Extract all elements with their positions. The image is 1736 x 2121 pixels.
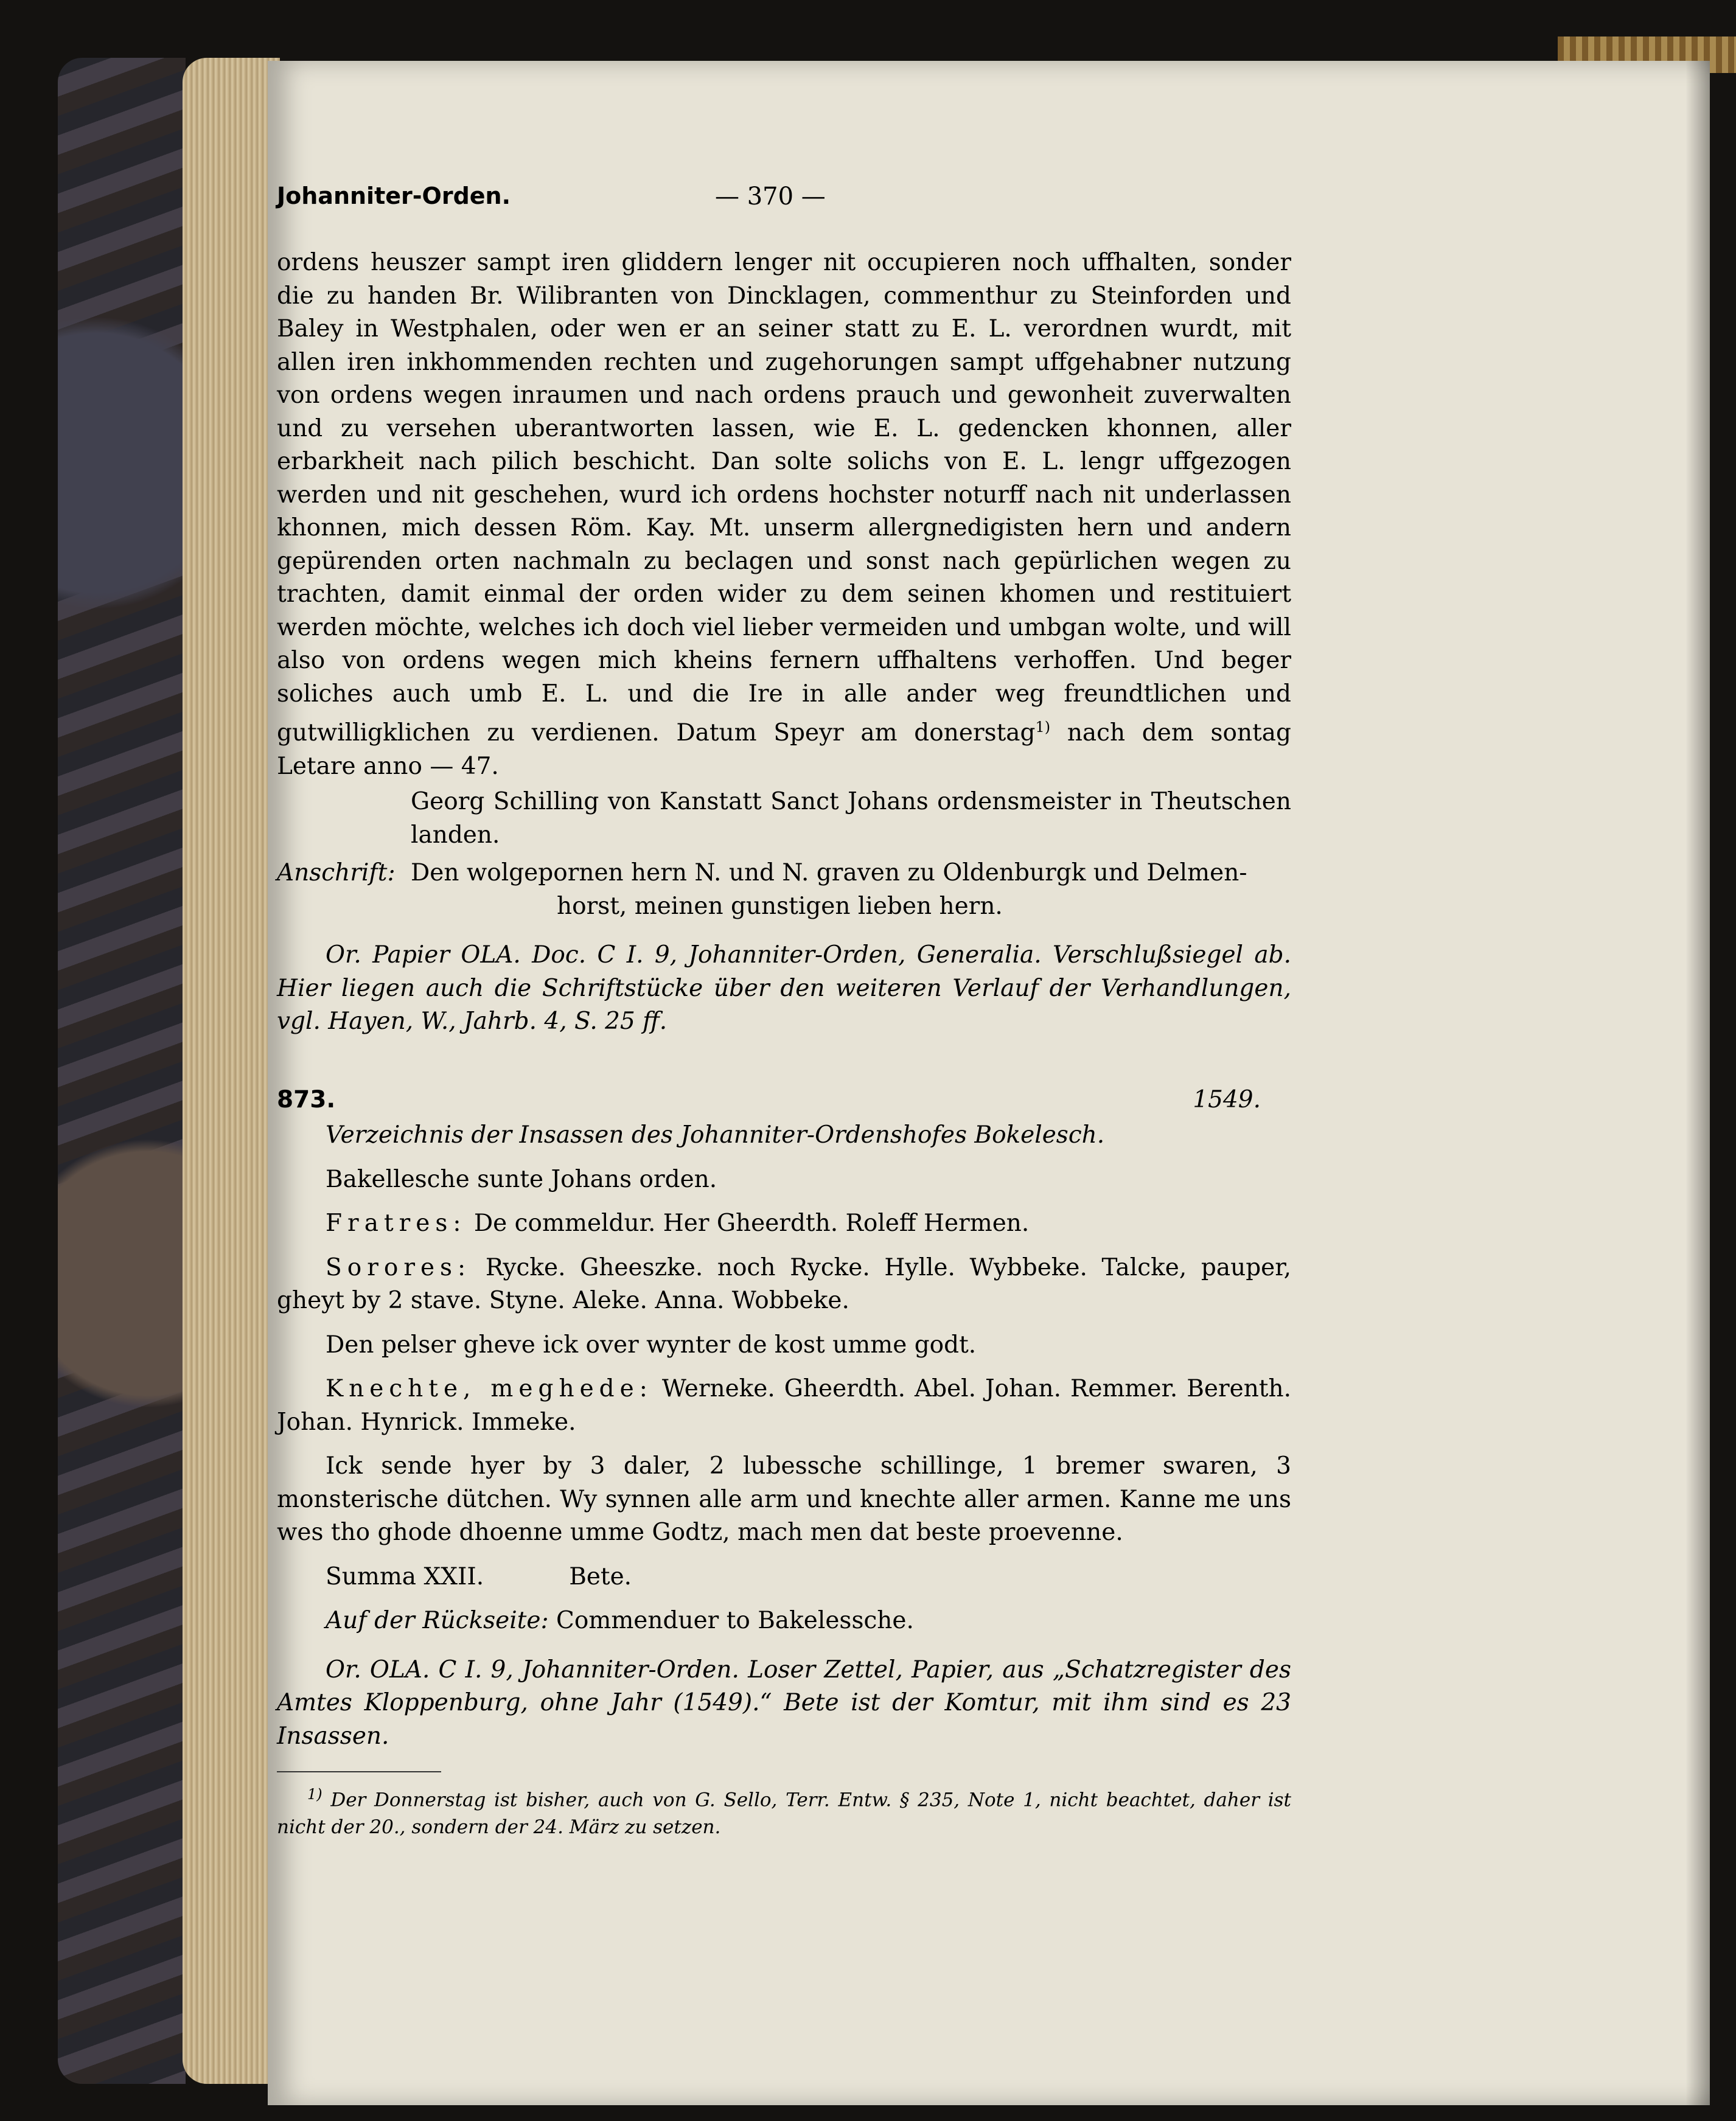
sende-line: Ick sende hyer by 3 daler, 2 lubessche schillinge, 1 bremer swaren, 3 monsterische dütchen. Wy synnen alle arm und knechte aller armen. Kanne me uns wes tho ghode dhoenne umme Godtz, mach men dat beste proevenne. <box>277 1452 1291 1546</box>
book-edge-marbled <box>58 58 186 2084</box>
doc-873-heading: Bakellesche sunte Johans orden. <box>326 1165 717 1193</box>
sorores-line: Sorores: Rycke. Gheeszke. noch Rycke. Hylle. Wybbeke. Talcke, pauper, gheyt by 2 stave. Styne. Aleke. Anna. Wobbeke. <box>277 1253 1291 1314</box>
footnote-divider <box>277 1771 441 1772</box>
address-block <box>277 857 1291 923</box>
doc-number: 873. <box>277 1085 336 1113</box>
doc-873-header <box>277 1084 1291 1117</box>
doc-873-source: Or. OLA. C I. 9, Johanniter-Orden. Loser Zettel, Papier, aus „Schatzregister des Amtes Kloppenburg, ohne Jahr (1549).“ Bete ist der Komtur, mit ihm sind es 23 Insassen. <box>277 1656 1291 1750</box>
address-label: Anschrift: <box>277 859 396 886</box>
address-line-2: horst, meinen gunstigen lieben hern. <box>557 892 1003 920</box>
fratres-line: Fratres: De commeldur. Her Gheerdth. Roleff Hermen. <box>326 1210 1030 1237</box>
running-head-title: Johanniter-Orden. <box>277 183 511 209</box>
knechte-line: Knechte, meghede: Werneke. Gheerdth. Abel. Johan. Remmer. Berenth. Johan. Hynrick. Immeke. <box>277 1375 1291 1436</box>
book-page-edges <box>183 58 280 2084</box>
rueckseite-line: Auf der Rückseite: Commenduer to Bakelessche. <box>326 1607 914 1634</box>
page-body <box>277 246 1291 1841</box>
doc-date: 1549. <box>1193 1085 1261 1113</box>
doc-872-source: Or. Papier OLA. Doc. C I. 9, Johanniter-Orden, Generalia. Verschlußsiegel ab. Hier liegen auch die Schriftstücke über den weiteren Verlauf der Verhandlungen, vgl. Hayen, W., Jahrb. 4, S. 25 ff. <box>277 941 1291 1035</box>
page-gutter-shadow <box>1685 61 1710 2105</box>
page-number: — 370 — <box>715 183 826 211</box>
summa-line: Summa XXII. Bete. <box>326 1562 632 1590</box>
pelser-line: Den pelser gheve ick over wynter de kost umme godt. <box>326 1331 977 1359</box>
doc-873-regest: Verzeichnis der Insassen des Johanniter-Ordenshofes Bokelesch. <box>326 1121 1105 1149</box>
running-head <box>277 183 1291 219</box>
footnote: $^{1)}$ Der Donnerstag ist bisher, auch von G. Sello, Terr. Entw. § 235, Note 1, nicht beachtet, daher ist nicht der 20., sondern der 24. März zu setzen. <box>277 1786 1291 1839</box>
footnote-ref: 1) <box>1035 719 1051 736</box>
signature: Georg Schilling von Kanstatt Sanct Johans ordensmeister in Theutschen landen. <box>411 788 1291 849</box>
address-line-1: Den wolgepornen hern N. und N. graven zu Oldenburgk und Delmen- <box>411 859 1247 886</box>
doc-872-text: ordens heuszer sampt iren gliddern lenger nit occupieren noch uffhalten, sonder die zu handen Br. Wilibranten von Dincklagen, commenthur zu Steinforden und Baley in Westphalen, oder wen er an seiner statt zu E. L. verordnen wurdt, mit allen iren inkhommenden rechten und zugehorungen sampt uffgehabner nutzung von ordens wegen inraumen und nach ordens prauch und gewonheit zuverwalten und zu versehen uberantworten lassen, wie E. L. gedencken khonnen, aller erbarkheit nach pilich beschicht. Dan solte solichs von E. L. lengr uffgezogen werden und nit geschehen, wurd ich ordens hochster noturff nach nit underlassen khonnen, mich dessen Röm. Kay. Mt. unserm allergnedigisten hern und andern gepürenden orten nachmaln zu beclagen und sonst nach gepürlichen wegen zu trachten, damit einmal der orden wider zu dem seinen khomen und restituiert werden möchte, welches ich doch viel lieber vermeiden und umbgan wolte, und will also von ordens wegen mich kheins fernern uffhaltens verhoffen. Und beger soliches auch umb E. L. und die Ire in alle ander weg freundtlichen und gutwilligklichen zu verdienen. Datum Speyr am donerstag$^{1)}$ nach dem sontag Letare anno — 47. <box>277 249 1291 780</box>
